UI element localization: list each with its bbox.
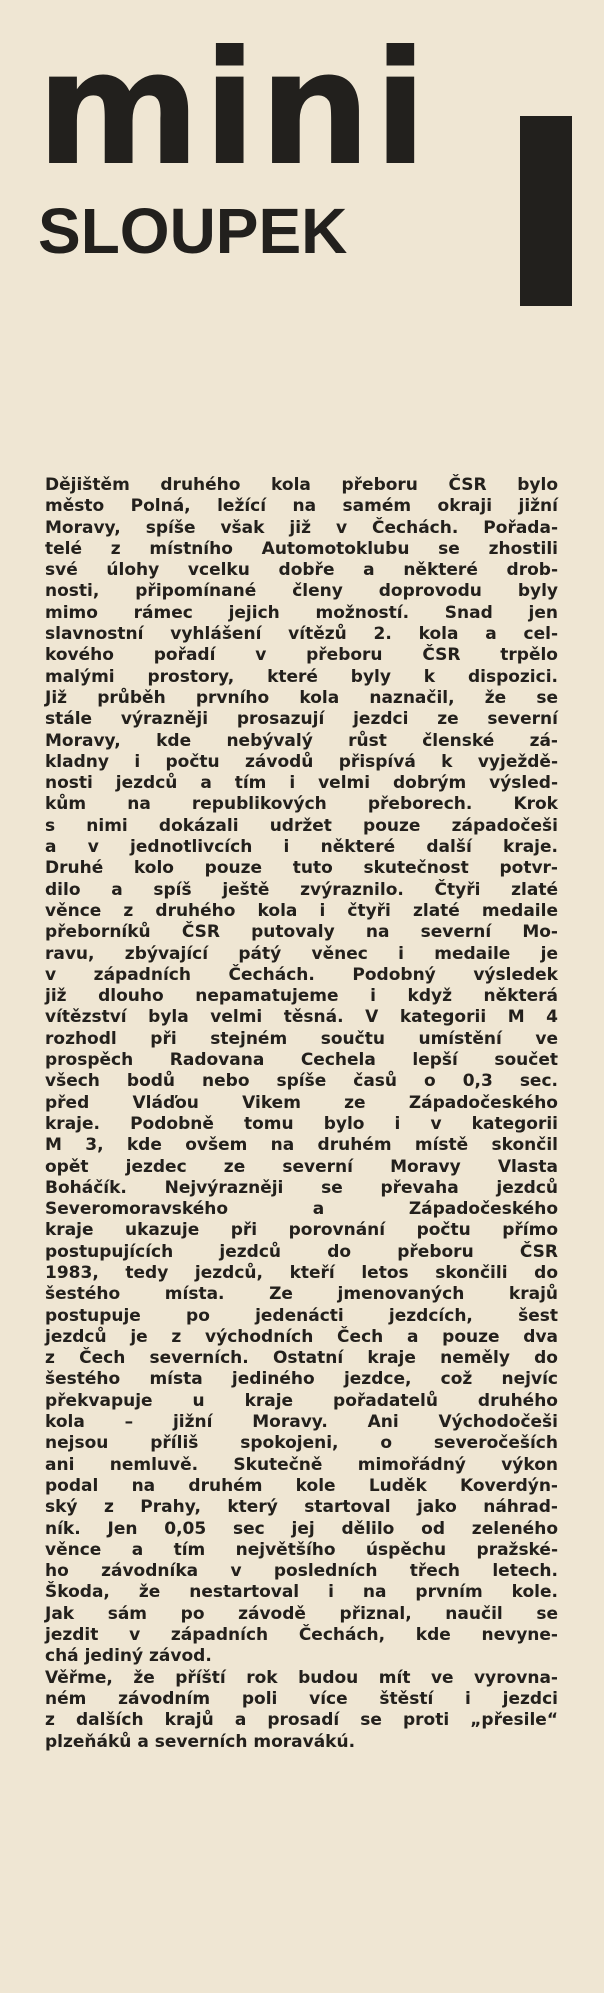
- logo-sloupek-word: SLOUPEK: [38, 195, 348, 267]
- article-line: nosti, připomínané členy doprovodu byly: [45, 581, 558, 602]
- article-line: vítězství byla velmi těsná. V kategorii M 4: [45, 1007, 558, 1028]
- article-line: přeborníků ČSR putovaly na severní Mo-: [45, 922, 558, 943]
- article-line: Dějištěm druhého kola přeboru ČSR bylo: [45, 475, 558, 495]
- article-line: opět jezdec ze severní Moravy Vlasta: [45, 1156, 558, 1177]
- article-line: překvapuje u kraje pořadatelů druhého: [45, 1390, 558, 1411]
- article-line: kola – jižní Moravy. Ani Východočeši: [45, 1412, 558, 1433]
- article-line: jezdit v západních Čechách, kde nevyne-: [45, 1625, 558, 1646]
- article-line: Jak sám po závodě přiznal, naučil se: [45, 1603, 558, 1624]
- article-line: v západních Čechách. Podobný výsledek: [45, 964, 558, 985]
- article-line: šestého místa. Ze jmenovaných krajů: [45, 1284, 558, 1305]
- article-line: před Vláďou Vikem ze Západočeského: [45, 1092, 558, 1113]
- article-line: mimo rámec jejich možností. Snad jen: [45, 602, 558, 623]
- article-line: Věřme, že příští rok budou mít ve vyrovna-: [45, 1667, 558, 1688]
- article-line: postupuje po jedenácti jezdcích, šest: [45, 1305, 558, 1326]
- article-line: prospěch Radovana Cechela lepší součet: [45, 1050, 558, 1071]
- article-line: své úlohy vcelku dobře a některé drob-: [45, 560, 558, 581]
- article-line: dilo a spíš ještě zvýraznilo. Čtyři zlaté: [45, 879, 558, 900]
- article-line: Druhé kolo pouze tuto skutečnost potvr-: [45, 858, 558, 879]
- article-line: Moravy, kde nebývalý růst členské zá-: [45, 730, 558, 751]
- article-line: podal na druhém kole Luděk Koverdýn-: [45, 1475, 558, 1496]
- article-line: kraje ukazuje při porovnání počtu přímo: [45, 1220, 558, 1241]
- article-line: Boháčík. Nejvýrazněji se převaha jezdců: [45, 1177, 558, 1198]
- article-line: s nimi dokázali udržet pouze západočeši: [45, 815, 558, 836]
- article-line: chá jediný závod.: [45, 1646, 212, 1667]
- article-line: ho závodníka v posledních třech letech.: [45, 1561, 558, 1582]
- article-line: z dalších krajů a prosadí se proti „přesile“: [45, 1710, 558, 1731]
- article-line: město Polná, ležící na samém okraji jižní: [45, 496, 558, 517]
- article-line: postupujících jezdců do přeboru ČSR: [45, 1241, 558, 1262]
- article-line: 1983, tedy jezdců, kteří letos skončili do: [45, 1262, 558, 1283]
- article-line: věnce a tím největšího úspěchu pražské-: [45, 1539, 558, 1560]
- article-line: Moravy, spíše však již v Čechách. Pořada-: [45, 517, 558, 538]
- article-line: kového pořadí v přeboru ČSR trpělo: [45, 645, 558, 666]
- article-line: a v jednotlivcích i některé další kraje.: [45, 837, 558, 858]
- article-line: kladny i počtu závodů přispívá k vyježdě-: [45, 751, 558, 772]
- article-line: kům na republikových přeborech. Krok: [45, 794, 558, 815]
- article-line: ani nemluvě. Skutečně mimořádný výkon: [45, 1454, 558, 1475]
- article-line: telé z místního Automotoklubu se zhostili: [45, 538, 558, 559]
- article-line: všech bodů nebo spíše časů o 0,3 sec.: [45, 1071, 558, 1092]
- article-line: plzeňáků a severních moravákú.: [45, 1731, 356, 1752]
- article-line: Škoda, že nestartoval i na prvním kole.: [45, 1582, 558, 1603]
- article-line: Severomoravského a Západočeského: [45, 1199, 558, 1220]
- article-line: stále výrazněji prosazují jezdci ze severní: [45, 709, 558, 730]
- logo-mini-word: mini: [36, 17, 430, 201]
- article-line: šestého místa jediného jezdce, což nejvíc: [45, 1369, 558, 1390]
- article-line: věnce z druhého kola i čtyři zlaté medaile: [45, 900, 558, 921]
- article-line: nejsou příliš spokojeni, o severočeších: [45, 1433, 558, 1454]
- article-line: nosti jezdců a tím i velmi dobrým výsled-: [45, 773, 558, 794]
- article-line: ský z Prahy, který startoval jako náhrad-: [45, 1497, 558, 1518]
- article-line: ravu, zbývající pátý věnec i medaile je: [45, 943, 558, 964]
- article-line: z Čech severních. Ostatní kraje neměly do: [45, 1348, 558, 1369]
- article-line: ném závodním poli více štěstí i jezdci: [45, 1688, 558, 1709]
- article-line: malými prostory, které byly k dispozici.: [45, 666, 558, 687]
- article-line: kraje. Podobně tomu bylo i v kategorii: [45, 1113, 558, 1134]
- article-body: [45, 475, 558, 1753]
- article-line: Již průběh prvního kola naznačil, že se: [45, 687, 558, 708]
- article-line: jezdců je z východních Čech a pouze dva: [45, 1326, 558, 1347]
- logo-vertical-bar: [520, 116, 572, 306]
- article-line: M 3, kde ovšem na druhém místě skončil: [45, 1135, 558, 1156]
- article-line: ník. Jen 0,05 sec jej dělilo od zeleného: [45, 1518, 558, 1539]
- column-logo: [36, 17, 572, 300]
- article-line: rozhodl při stejném součtu umístění ve: [45, 1028, 558, 1049]
- article-line: již dlouho nepamatujeme i když některá: [45, 986, 558, 1007]
- article-line: slavnostní vyhlášení vítězů 2. kola a cel-: [45, 624, 558, 645]
